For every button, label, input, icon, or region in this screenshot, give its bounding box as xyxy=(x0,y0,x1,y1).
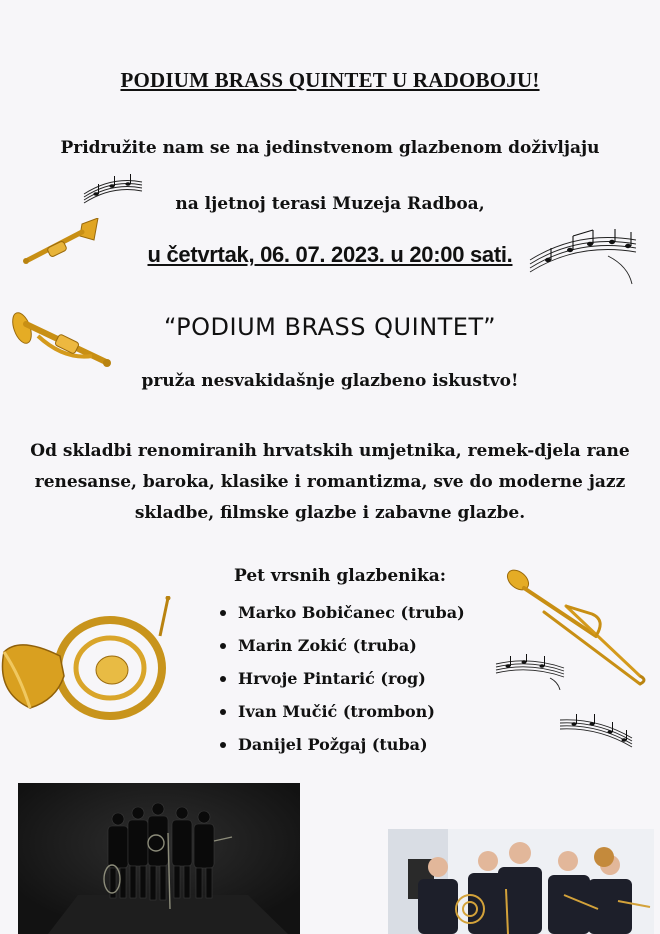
event-date: u četvrtak, 06. 07. 2023. u 20:00 sati. xyxy=(147,242,513,267)
invite-line-2: na ljetnoj terasi Muzeja Radboa, xyxy=(175,194,485,214)
musicians-heading: Pet vrsnih glazbenika: xyxy=(234,566,447,586)
quintet-photo-light xyxy=(388,829,654,934)
list-item xyxy=(220,596,465,629)
music-notes-icon xyxy=(528,226,640,286)
bullet-icon xyxy=(220,610,226,616)
bullet-icon xyxy=(220,742,226,748)
program-description: Od skladbi renomiranih hrvatskih umjetnika, remek-djela rane renesanse, baroka, klasike i romantizma, sve do moderne jazz skladbe, filmske glazbe i zabavne glazbe. xyxy=(30,441,630,523)
group-photo-image xyxy=(18,783,300,934)
invite-line-1: Pridružite nam se na jedinstvenom glazbenom doživljaju xyxy=(60,138,600,158)
tagline: pruža nesvakidašnje glazbeno iskustvo! xyxy=(141,371,519,391)
bullet-icon xyxy=(220,709,226,715)
musician-name: Marko Bobičanec (truba) xyxy=(238,603,465,622)
music-notes-icon xyxy=(558,714,636,754)
musician-name: Ivan Mučić (trombon) xyxy=(238,702,435,721)
poster-title: PODIUM BRASS QUINTET U RADOBOJU! xyxy=(120,68,540,92)
trumpet-icon xyxy=(8,306,112,376)
musician-name: Danijel Požgaj (tuba) xyxy=(238,735,428,754)
trumpet-icon xyxy=(22,218,100,270)
musicians-list xyxy=(220,596,465,761)
list-item xyxy=(220,695,465,728)
music-notes-icon xyxy=(82,172,144,206)
list-item xyxy=(220,629,465,662)
musician-name: Marin Zokić (truba) xyxy=(238,636,417,655)
group-photo-image xyxy=(388,829,654,934)
french-horn-icon xyxy=(0,596,176,736)
list-item xyxy=(220,662,465,695)
quintet-photo-dark xyxy=(18,783,300,934)
music-notes-icon xyxy=(494,654,566,690)
musician-name: Hrvoje Pintarić (rog) xyxy=(238,669,426,688)
bullet-icon xyxy=(220,643,226,649)
bullet-icon xyxy=(220,676,226,682)
ensemble-name: “PODIUM BRASS QUINTET” xyxy=(163,313,497,341)
list-item xyxy=(220,728,465,761)
